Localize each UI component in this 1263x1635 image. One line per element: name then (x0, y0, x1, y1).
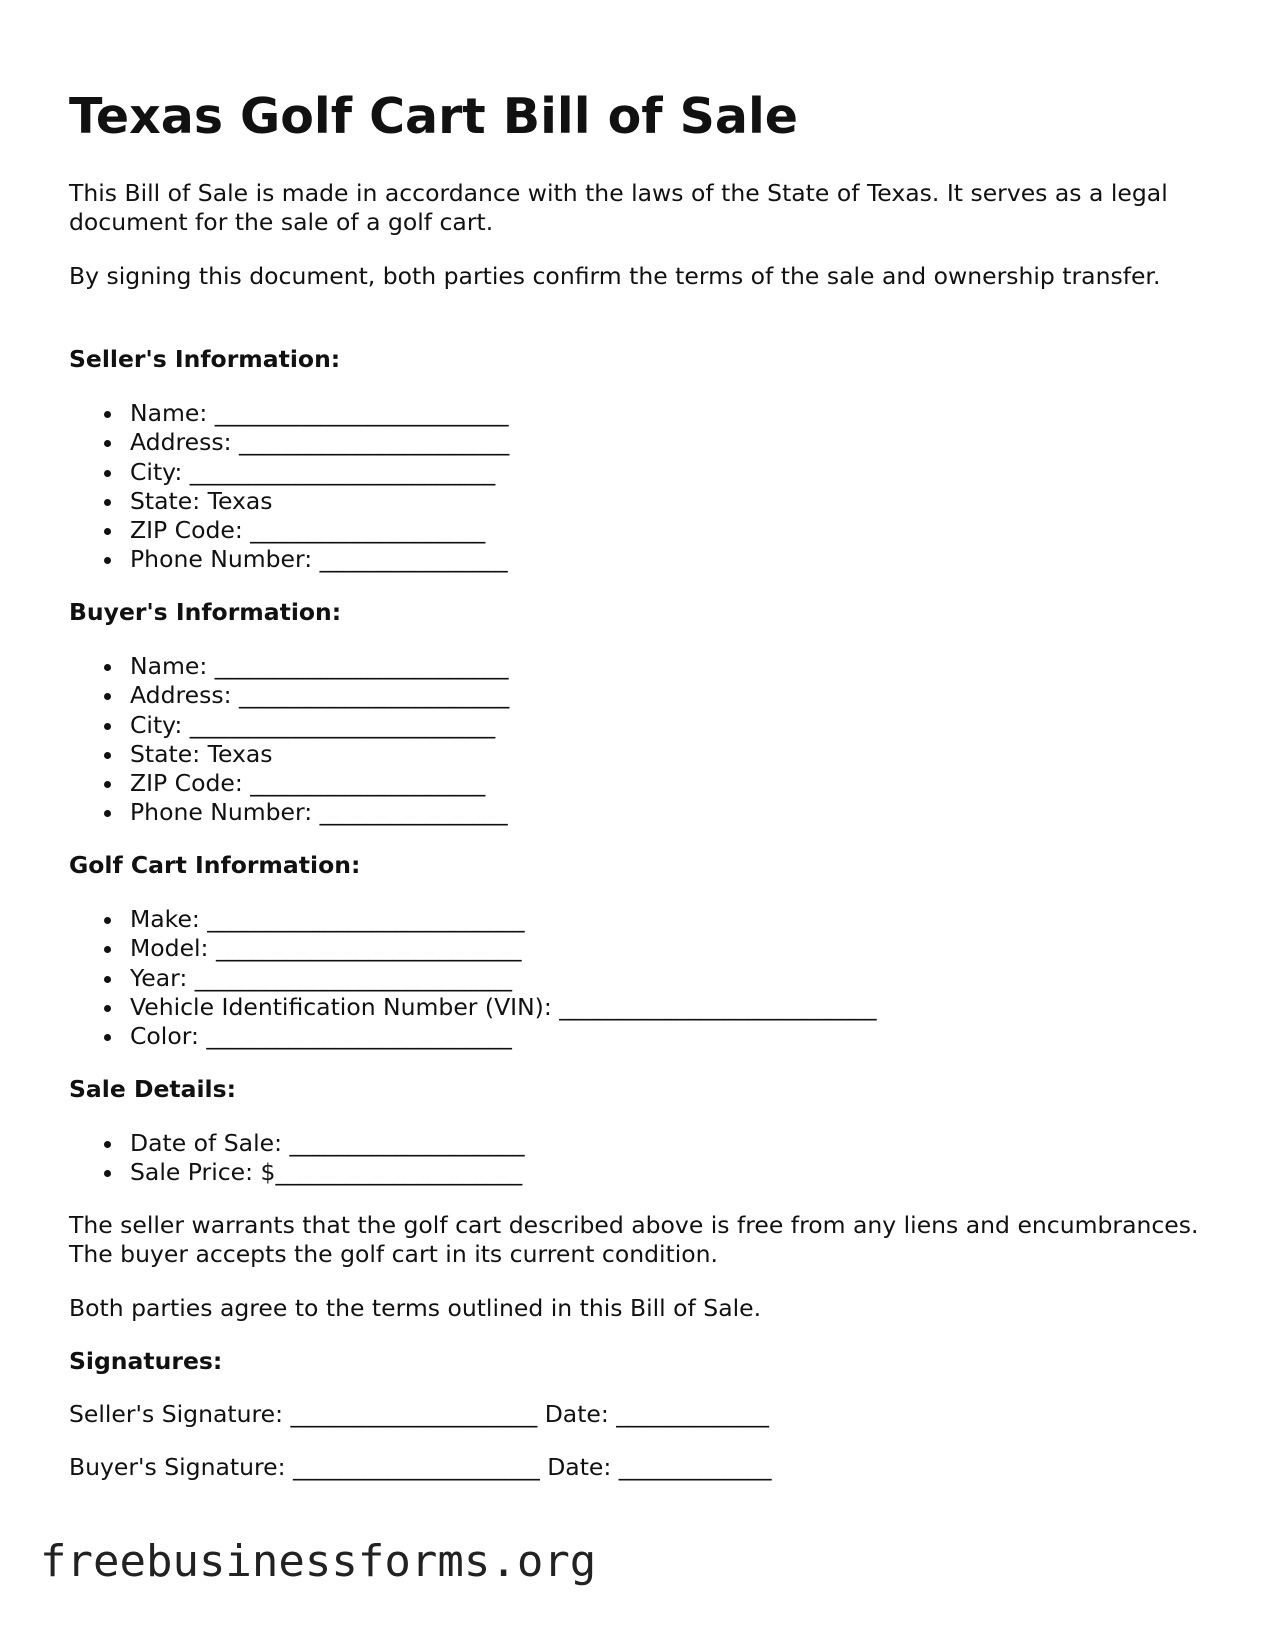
buyer-address-field[interactable]: Address: _______________________ (69, 681, 509, 710)
document-title: Texas Golf Cart Bill of Sale (69, 88, 798, 145)
intro-paragraph-1: This Bill of Sale is made in accordance with the laws of the State of Texas. It serves as a legal document for the sale of a golf cart. (69, 179, 1168, 236)
seller-state-field: State: Texas (69, 487, 509, 516)
intro-paragraph-2: By signing this document, both parties confirm the terms of the sale and ownership transfer. (69, 262, 1161, 290)
seller-phone-field[interactable]: Phone Number: ________________ (69, 545, 509, 574)
seller-signature-line[interactable]: Seller's Signature: _____________________ Date: _____________ (69, 1400, 770, 1428)
seller-name-field[interactable]: Name: _________________________ (69, 399, 509, 428)
buyer-phone-field[interactable]: Phone Number: ________________ (69, 798, 509, 827)
buyer-city-field[interactable]: City: __________________________ (69, 711, 509, 740)
buyer-section-heading: Buyer's Information: (69, 598, 342, 626)
signatures-heading: Signatures: (69, 1347, 223, 1375)
golf-cart-vin-field[interactable]: Vehicle Identification Number (VIN): ___________________________ (69, 993, 877, 1022)
golf-cart-section-heading: Golf Cart Information: (69, 851, 361, 879)
buyer-zip-field[interactable]: ZIP Code: ____________________ (69, 769, 509, 798)
buyer-name-field[interactable]: Name: _________________________ (69, 652, 509, 681)
golf-cart-fields-list (69, 905, 877, 1051)
seller-city-field[interactable]: City: __________________________ (69, 458, 509, 487)
warranty-paragraph: The seller warrants that the golf cart described above is free from any liens and encumbrances. The buyer accepts the golf cart in its current condition. (69, 1211, 1199, 1268)
seller-section-heading: Seller's Information: (69, 345, 341, 373)
buyer-state-field: State: Texas (69, 740, 509, 769)
sale-details-heading: Sale Details: (69, 1075, 236, 1103)
watermark-text: freebusinessforms.org (40, 1536, 597, 1587)
agreement-paragraph: Both parties agree to the terms outlined in this Bill of Sale. (69, 1294, 762, 1322)
golf-cart-year-field[interactable]: Year: ___________________________ (69, 964, 877, 993)
seller-zip-field[interactable]: ZIP Code: ____________________ (69, 516, 509, 545)
buyer-fields-list (69, 652, 509, 828)
buyer-signature-line[interactable]: Buyer's Signature: _____________________ Date: _____________ (69, 1453, 772, 1481)
seller-address-field[interactable]: Address: _______________________ (69, 428, 509, 457)
sale-details-list (69, 1129, 524, 1188)
sale-price-field[interactable]: Sale Price: $_____________________ (69, 1158, 524, 1187)
seller-fields-list (69, 399, 509, 575)
golf-cart-model-field[interactable]: Model: __________________________ (69, 934, 877, 963)
golf-cart-make-field[interactable]: Make: ___________________________ (69, 905, 877, 934)
golf-cart-color-field[interactable]: Color: __________________________ (69, 1022, 877, 1051)
date-of-sale-field[interactable]: Date of Sale: ____________________ (69, 1129, 524, 1158)
